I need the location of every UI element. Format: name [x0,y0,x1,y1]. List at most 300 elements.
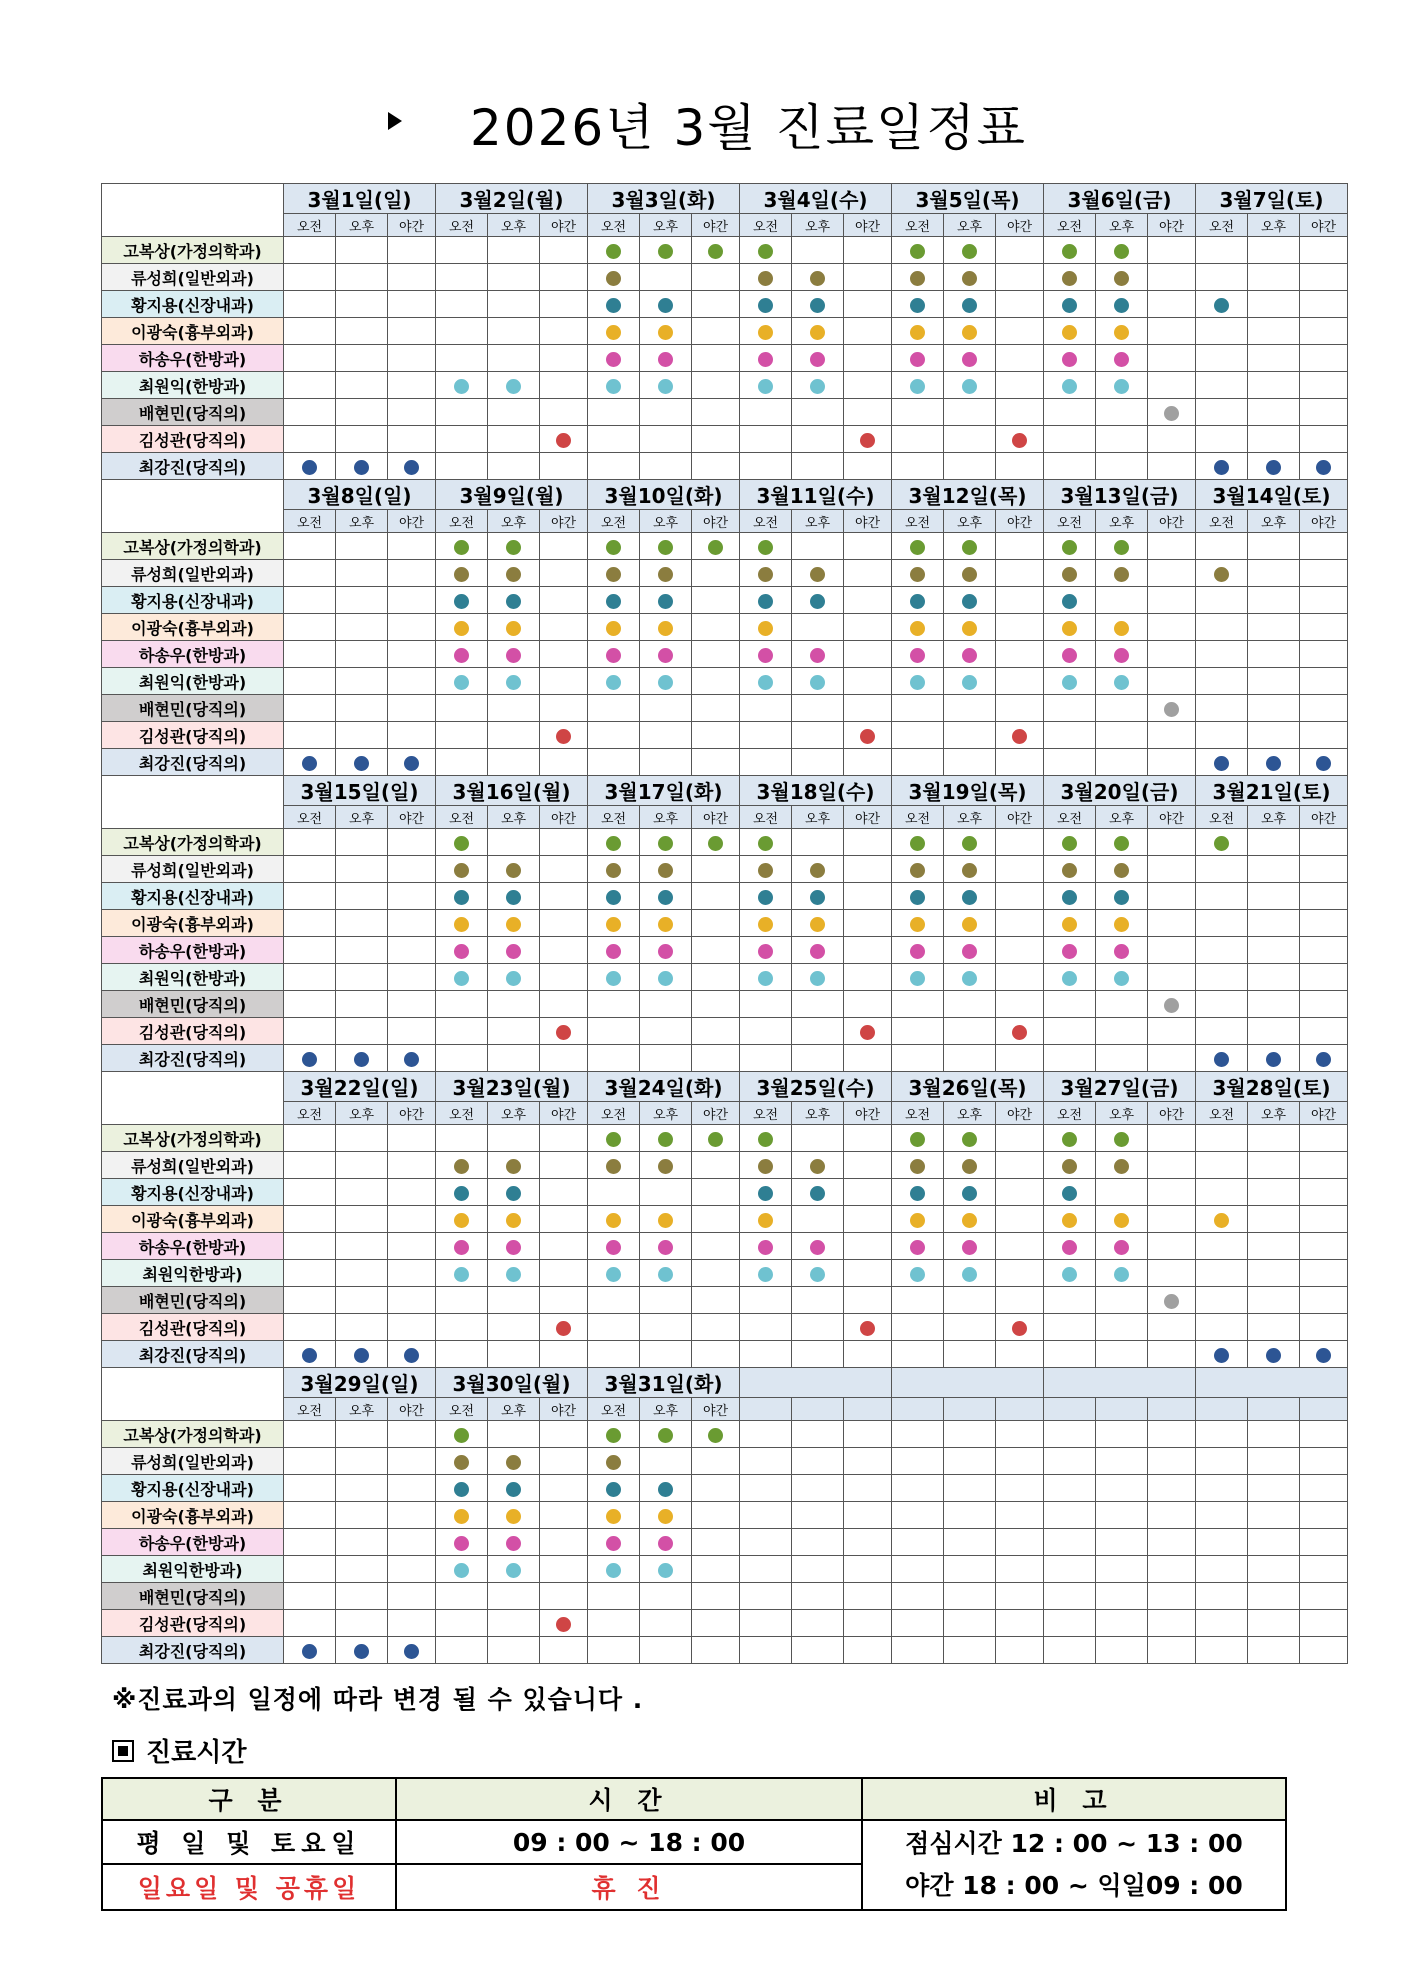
schedule-cell [1096,587,1148,614]
schedule-cell [284,641,336,668]
doctor-name: 배현민(당직의) [102,1287,284,1314]
schedule-cell [336,668,388,695]
schedule-cell [944,1502,996,1529]
schedule-cell [336,1502,388,1529]
slot-header: 오전 [740,1102,792,1125]
schedule-cell [996,533,1044,560]
slot-header: 오후 [944,1102,996,1125]
schedule-cell [588,668,640,695]
schedule-cell [844,345,892,372]
schedule-cell [1096,1421,1148,1448]
schedule-cell [436,1233,488,1260]
schedule-cell [1248,1018,1300,1045]
doctor-row [102,937,1348,964]
on-duty-dot-icon [758,540,773,555]
schedule-cell [1096,318,1148,345]
schedule-cell [944,910,996,937]
schedule-cell [1148,1233,1196,1260]
schedule-cell [1044,614,1096,641]
on-duty-dot-icon [1316,1348,1331,1363]
schedule-cell [944,1260,996,1287]
schedule-cell [1148,1179,1196,1206]
schedule-cell [1196,722,1248,749]
schedule-cell [740,345,792,372]
on-duty-dot-icon [454,836,469,851]
schedule-cell [1148,964,1196,991]
hours-header-remark: 비 고 [862,1778,1286,1820]
schedule-cell [1148,1610,1196,1637]
on-duty-dot-icon [1062,325,1077,340]
schedule-cell [1300,668,1348,695]
schedule-cell [388,1287,436,1314]
schedule-cell [996,560,1044,587]
schedule-cell [944,695,996,722]
on-duty-dot-icon [1062,836,1077,851]
schedule-cell [488,668,540,695]
on-duty-dot-icon [556,729,571,744]
doctor-name: 류성희(일반외과) [102,560,284,587]
schedule-cell [1248,1206,1300,1233]
schedule-cell [844,856,892,883]
on-duty-dot-icon [810,917,825,932]
slot-header: 오후 [488,214,540,237]
schedule-cell [792,1529,844,1556]
slot-header: 오후 [488,510,540,533]
schedule-cell [588,1475,640,1502]
schedule-cell [892,991,944,1018]
schedule-cell [1248,722,1300,749]
slot-header [740,1398,792,1421]
on-duty-dot-icon [1114,244,1129,259]
schedule-cell [488,1018,540,1045]
on-duty-dot-icon [606,621,621,636]
schedule-cell [792,1045,844,1072]
schedule-cell [488,1260,540,1287]
schedule-cell [844,883,892,910]
slot-header: 야간 [692,806,740,829]
schedule-cell [1044,264,1096,291]
slot-header: 오전 [436,1398,488,1421]
doctor-row [102,372,1348,399]
slot-header: 야간 [1300,214,1348,237]
doctor-name: 최강진(당직의) [102,1637,284,1664]
schedule-cell [336,1287,388,1314]
slot-header: 오전 [1044,1102,1096,1125]
schedule-cell [588,1529,640,1556]
schedule-cell [336,291,388,318]
slot-header: 오전 [284,510,336,533]
slot-header: 오후 [944,510,996,533]
schedule-cell [1096,1556,1148,1583]
schedule-cell [388,614,436,641]
schedule-cell [540,1206,588,1233]
on-duty-dot-icon [454,1455,469,1470]
hours-heading [112,1732,246,1769]
schedule-cell [284,1502,336,1529]
on-duty-dot-icon [962,1186,977,1201]
on-duty-dot-icon [606,1455,621,1470]
on-duty-dot-icon [758,244,773,259]
on-duty-dot-icon [506,1186,521,1201]
schedule-cell [1300,1260,1348,1287]
schedule-cell [588,426,640,453]
schedule-cell [336,1233,388,1260]
schedule-cell [1300,1152,1348,1179]
schedule-cell [740,910,792,937]
schedule-cell [1148,345,1196,372]
schedule-cell [488,1045,540,1072]
on-duty-dot-icon [506,863,521,878]
schedule-cell [892,237,944,264]
schedule-cell [892,1018,944,1045]
on-duty-dot-icon [962,1240,977,1255]
on-duty-dot-icon [1062,271,1077,286]
slot-header: 오전 [1044,510,1096,533]
schedule-cell [640,533,692,560]
doctor-name: 배현민(당직의) [102,695,284,722]
schedule-cell [1044,883,1096,910]
on-duty-dot-icon [1062,594,1077,609]
schedule-cell [436,1529,488,1556]
doctor-row [102,560,1348,587]
schedule-cell [284,1152,336,1179]
doctor-name: 최원익한방과) [102,1556,284,1583]
schedule-cell [1248,1152,1300,1179]
schedule-cell [1248,453,1300,480]
doctor-name: 최강진(당직의) [102,1045,284,1072]
on-duty-dot-icon [758,648,773,663]
schedule-cell [488,1475,540,1502]
schedule-cell [640,614,692,641]
schedule-cell [1300,695,1348,722]
schedule-cell [1148,614,1196,641]
schedule-cell [892,264,944,291]
on-duty-dot-icon [758,271,773,286]
schedule-cell [1196,1287,1248,1314]
schedule-cell [1300,345,1348,372]
on-duty-dot-icon [910,836,925,851]
schedule-cell [892,1583,944,1610]
slot-header: 야간 [1148,806,1196,829]
schedule-cell [1044,1502,1096,1529]
doctor-row [102,1179,1348,1206]
slot-header: 오전 [740,510,792,533]
schedule-cell [588,964,640,991]
on-duty-dot-icon [1164,702,1179,717]
on-duty-dot-icon [506,917,521,932]
schedule-cell [996,1637,1044,1664]
schedule-cell [1248,426,1300,453]
schedule-cell [540,1529,588,1556]
schedule-cell [892,318,944,345]
schedule-cell [284,695,336,722]
on-duty-dot-icon [454,890,469,905]
schedule-cell [336,1152,388,1179]
schedule-cell [740,1637,792,1664]
schedule-cell [1248,560,1300,587]
schedule-cell [388,453,436,480]
schedule-cell [1044,1529,1096,1556]
on-duty-dot-icon [454,863,469,878]
schedule-cell [284,1475,336,1502]
schedule-cell [436,237,488,264]
doctor-row [102,1637,1348,1664]
schedule-cell [944,1341,996,1368]
schedule-cell [692,291,740,318]
doctor-row [102,910,1348,937]
on-duty-dot-icon [1062,298,1077,313]
schedule-cell [436,829,488,856]
schedule-cell [1248,372,1300,399]
schedule-cell [436,722,488,749]
schedule-cell [792,1556,844,1583]
doctor-name: 고복상(가정의학과) [102,829,284,856]
schedule-cell [1096,345,1148,372]
schedule-cell [740,1179,792,1206]
on-duty-dot-icon [606,1159,621,1174]
date-header: 3월12일(목) [892,480,1044,510]
schedule-cell [1300,1475,1348,1502]
doctor-row [102,641,1348,668]
schedule-cell [1248,749,1300,776]
schedule-cell [692,668,740,695]
on-duty-dot-icon [962,1132,977,1147]
schedule-cell [740,453,792,480]
on-duty-dot-icon [606,298,621,313]
schedule-cell [1148,856,1196,883]
schedule-cell [284,237,336,264]
schedule-cell [740,264,792,291]
on-duty-dot-icon [354,1348,369,1363]
schedule-cell [488,399,540,426]
schedule-cell [1044,1475,1096,1502]
date-header: 3월16일(월) [436,776,588,806]
on-duty-dot-icon [606,675,621,690]
schedule-cell [436,318,488,345]
on-duty-dot-icon [910,298,925,313]
schedule-cell [844,1448,892,1475]
on-duty-dot-icon [354,1644,369,1659]
schedule-cell [792,910,844,937]
slot-header: 오후 [640,806,692,829]
schedule-cell [1300,829,1348,856]
schedule-cell [944,1529,996,1556]
schedule-cell [284,264,336,291]
on-duty-dot-icon [758,1186,773,1201]
schedule-cell [336,1448,388,1475]
schedule-cell [640,318,692,345]
schedule-cell [740,291,792,318]
schedule-cell [740,1448,792,1475]
schedule-cell [388,1018,436,1045]
schedule-cell [588,372,640,399]
slot-header: 오후 [1248,806,1300,829]
on-duty-dot-icon [962,271,977,286]
date-header-row [102,184,1348,214]
slot-header: 오전 [1196,214,1248,237]
schedule-cell [488,1152,540,1179]
on-duty-dot-icon [1214,756,1229,771]
schedule-cell [388,856,436,883]
schedule-cell [588,533,640,560]
schedule-cell [436,910,488,937]
schedule-cell [640,1287,692,1314]
schedule-cell [540,1125,588,1152]
on-duty-dot-icon [708,1132,723,1147]
schedule-cell [1148,1556,1196,1583]
schedule-cell [692,695,740,722]
schedule-cell [336,1125,388,1152]
schedule-cell [336,1018,388,1045]
slot-header: 오전 [892,214,944,237]
on-duty-dot-icon [606,567,621,582]
schedule-cell [844,1502,892,1529]
schedule-cell [488,749,540,776]
doctor-name: 최원익(한방과) [102,668,284,695]
slot-header: 야간 [388,214,436,237]
on-duty-dot-icon [606,352,621,367]
schedule-cell [640,1583,692,1610]
schedule-cell [792,749,844,776]
schedule-cell [1300,1179,1348,1206]
schedule-cell [436,1341,488,1368]
schedule-cell [588,560,640,587]
schedule-cell [436,1610,488,1637]
on-duty-dot-icon [454,675,469,690]
schedule-cell [844,1421,892,1448]
schedule-cell [640,883,692,910]
schedule-cell [388,883,436,910]
schedule-cell [336,910,388,937]
schedule-cell [388,749,436,776]
schedule-cell [892,749,944,776]
schedule-cell [388,1341,436,1368]
schedule-cell [1148,991,1196,1018]
doctor-row [102,883,1348,910]
schedule-cell [1044,749,1096,776]
schedule-cell [1248,991,1300,1018]
schedule-cell [1196,1260,1248,1287]
slot-header: 오후 [336,1102,388,1125]
on-duty-dot-icon [1214,1052,1229,1067]
schedule-cell [488,856,540,883]
on-duty-dot-icon [758,944,773,959]
doctor-row [102,1556,1348,1583]
schedule-cell [692,1475,740,1502]
schedule-cell [996,1556,1044,1583]
doctor-row [102,1206,1348,1233]
on-duty-dot-icon [658,1132,673,1147]
on-duty-dot-icon [910,244,925,259]
schedule-cell [892,1314,944,1341]
schedule-cell [892,1610,944,1637]
schedule-cell [1248,399,1300,426]
schedule-cell [488,1583,540,1610]
schedule-cell [1300,964,1348,991]
schedule-cell [1044,937,1096,964]
slot-header: 오전 [892,1102,944,1125]
schedule-cell [388,722,436,749]
on-duty-dot-icon [606,1132,621,1147]
on-duty-dot-icon [556,1025,571,1040]
schedule-cell [1096,1314,1148,1341]
schedule-cell [692,533,740,560]
on-duty-dot-icon [606,540,621,555]
slot-header [1196,1398,1248,1421]
slot-header: 야간 [540,510,588,533]
on-duty-dot-icon [658,352,673,367]
schedule-cell [1248,533,1300,560]
doctor-name: 하송우(한방과) [102,1529,284,1556]
on-duty-dot-icon [454,971,469,986]
on-duty-dot-icon [1114,675,1129,690]
schedule-cell [640,453,692,480]
on-duty-dot-icon [910,944,925,959]
on-duty-dot-icon [1012,433,1027,448]
schedule-cell [996,1529,1044,1556]
on-duty-dot-icon [1114,325,1129,340]
schedule-cell [640,1206,692,1233]
on-duty-dot-icon [810,298,825,313]
schedule-cell [336,1637,388,1664]
schedule-cell [640,1637,692,1664]
schedule-cell [892,1179,944,1206]
schedule-cell [388,372,436,399]
schedule-cell [640,1502,692,1529]
schedule-cell [1248,1287,1300,1314]
slot-header: 야간 [692,214,740,237]
schedule-cell [1248,1045,1300,1072]
schedule-cell [792,560,844,587]
schedule-cell [1300,1448,1348,1475]
date-header: 3월2일(월) [436,184,588,214]
schedule-cell [1300,1583,1348,1610]
on-duty-dot-icon [658,863,673,878]
schedule-cell [640,1045,692,1072]
schedule-cell [1096,1287,1148,1314]
schedule-cell [740,587,792,614]
schedule-cell [892,695,944,722]
schedule-cell [792,1610,844,1637]
schedule-cell [1096,910,1148,937]
schedule-cell [944,533,996,560]
schedule-cell [1300,1502,1348,1529]
schedule-cell [1248,937,1300,964]
on-duty-dot-icon [454,594,469,609]
schedule-cell [792,399,844,426]
slot-header: 오후 [488,1398,540,1421]
schedule-cell [640,264,692,291]
doctor-name: 하송우(한방과) [102,1233,284,1260]
on-duty-dot-icon [606,890,621,905]
schedule-cell [944,1018,996,1045]
slot-header: 오후 [792,806,844,829]
doctor-name: 이광숙(흉부외과) [102,614,284,641]
schedule-cell [488,345,540,372]
schedule-cell [844,426,892,453]
lunch-remark: 점심시간 12 : 00 ~ 13 : 00 [905,1829,1243,1858]
slot-header: 오후 [792,510,844,533]
schedule-cell [792,1260,844,1287]
on-duty-dot-icon [1062,1213,1077,1228]
schedule-cell [540,1583,588,1610]
on-duty-dot-icon [658,594,673,609]
schedule-cell [844,1341,892,1368]
schedule-cell [640,695,692,722]
schedule-cell [844,318,892,345]
doctor-row [102,318,1348,345]
slot-header: 야간 [844,214,892,237]
